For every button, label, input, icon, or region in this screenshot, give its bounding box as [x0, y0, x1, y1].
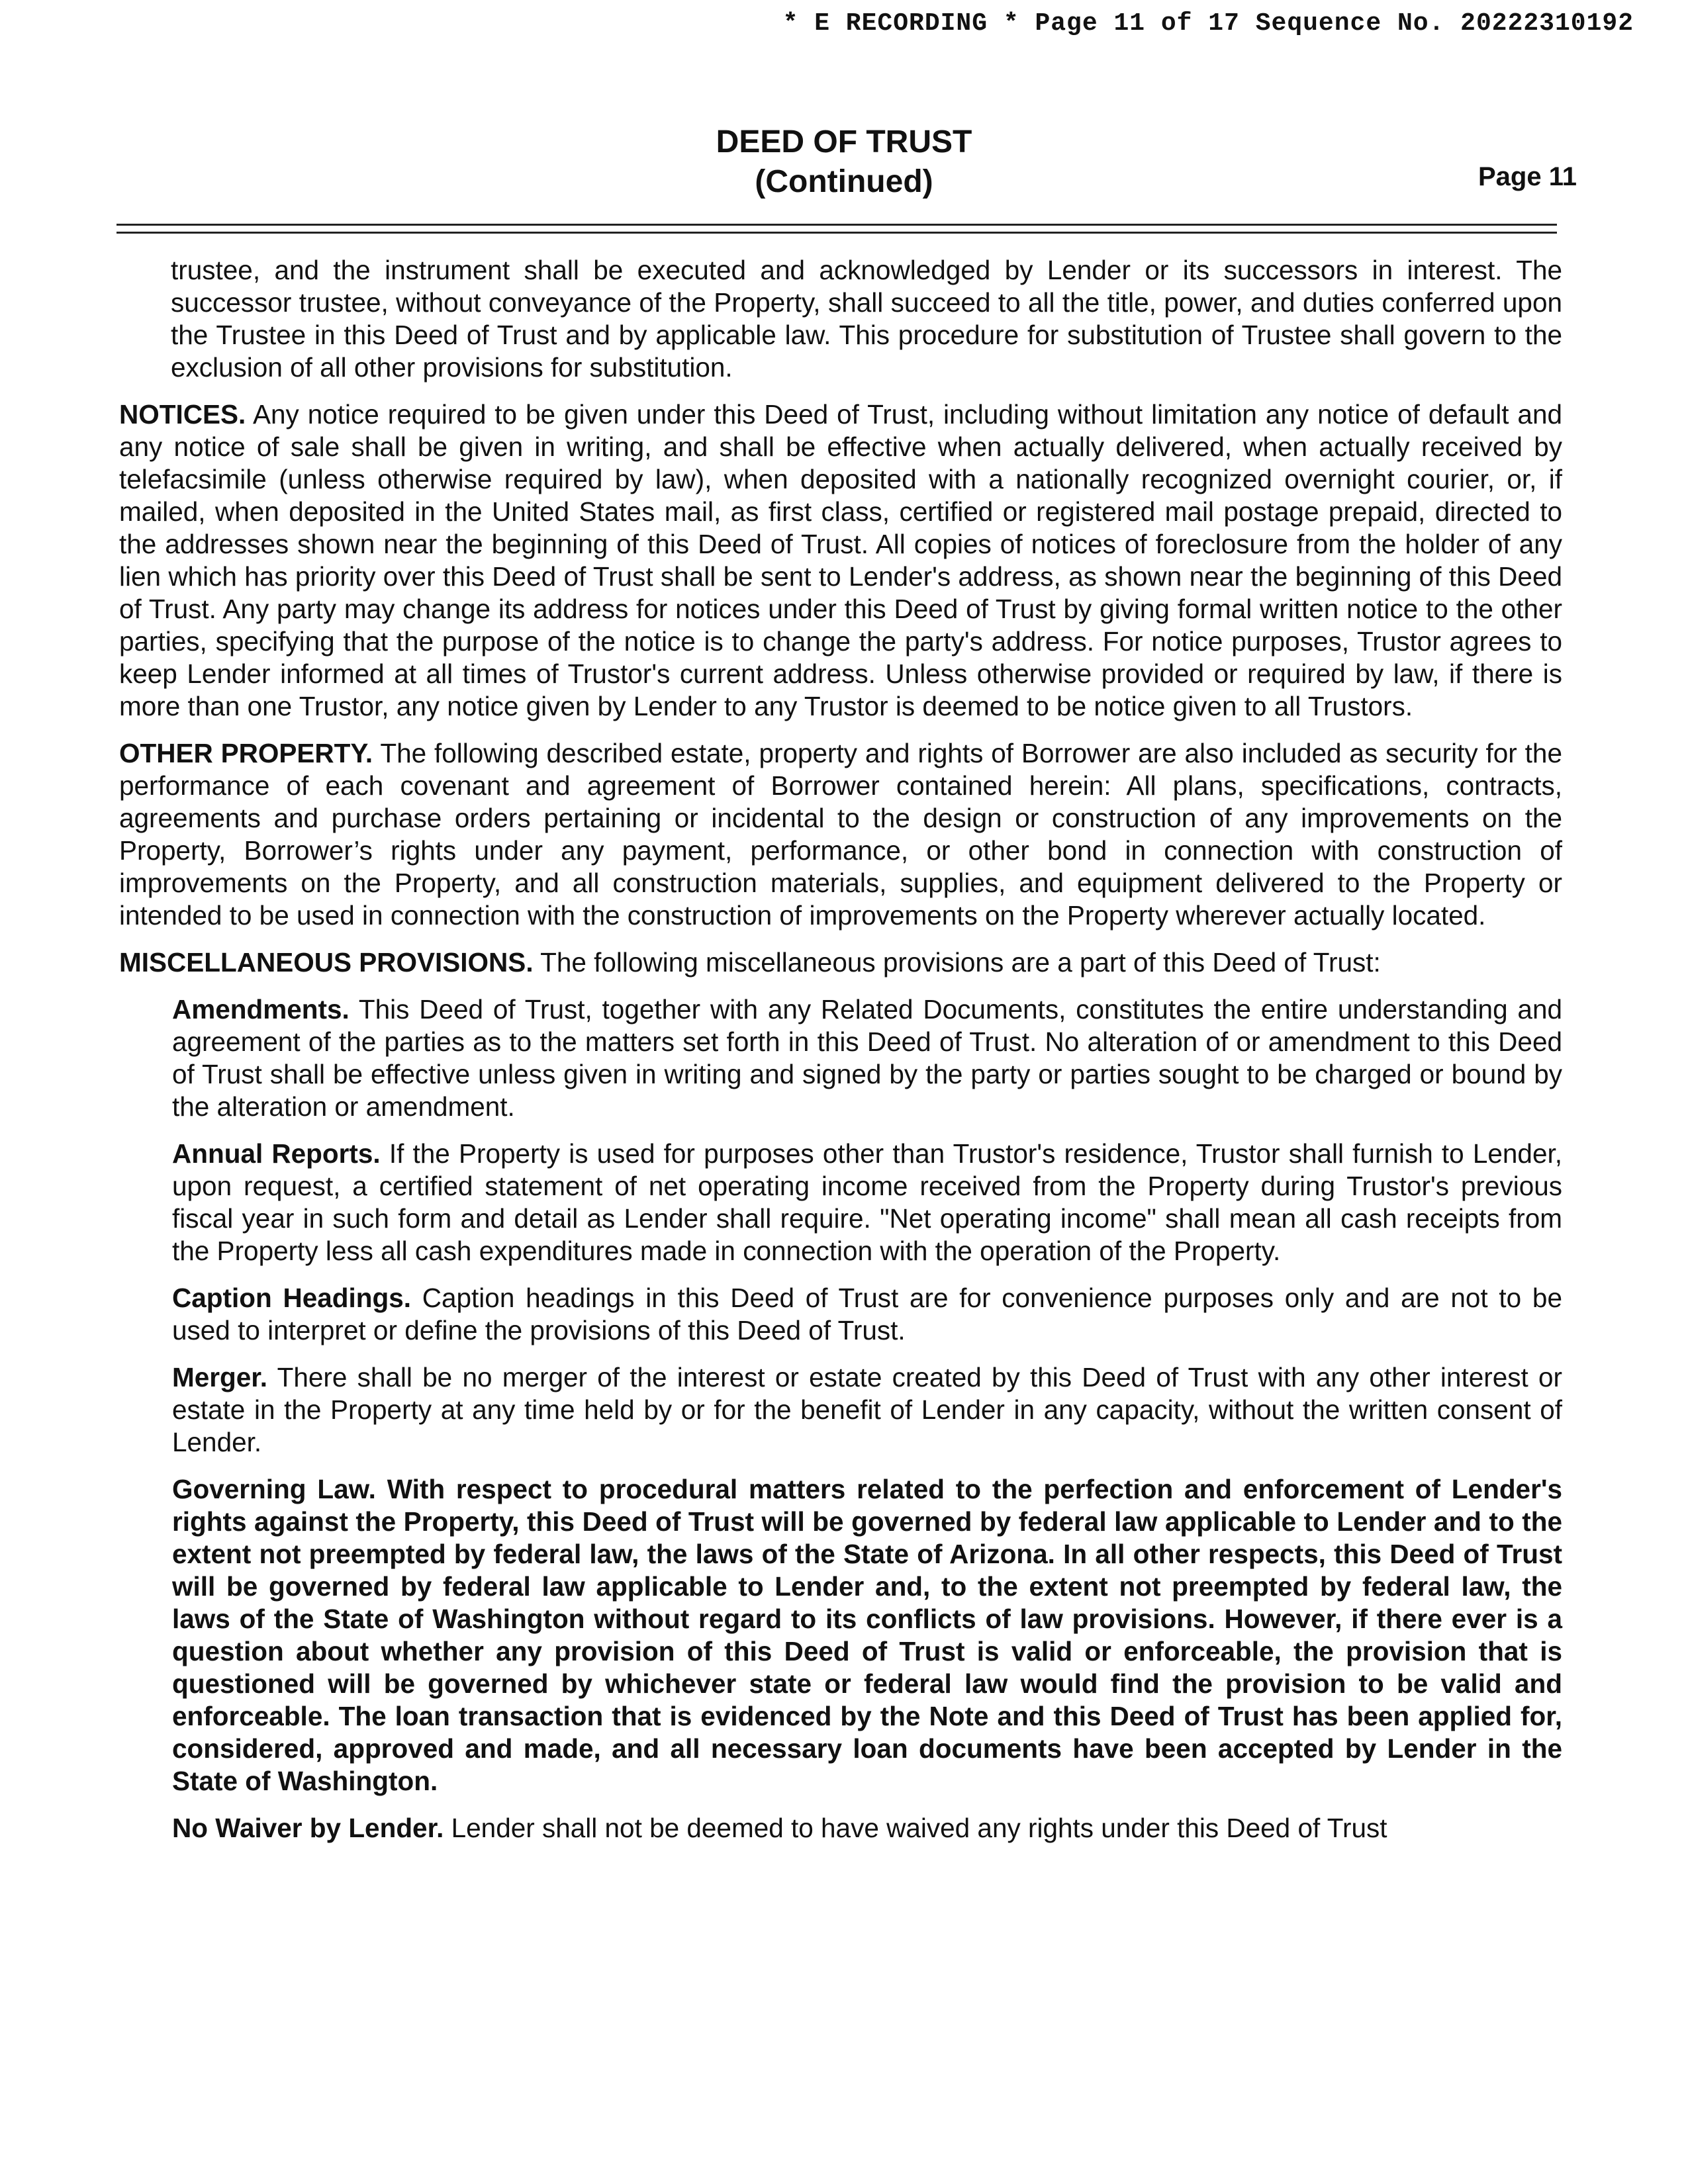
header-divider-bottom: [117, 232, 1557, 234]
other-property-heading: OTHER PROPERTY.: [119, 738, 373, 768]
other-property-text: The following described estate, property and rights of Borrower are also included as security for the performance of each covenant and agreement of Borrower contained herein: All plans, specifications, contracts, agreements and purchase orders pertaining or incidental to the design or construction of any improvements on the Property, Borrower’s rights under any payment, performance, or other bond in connection with construction of improvements on the Property, and all construction materials, supplies, and equipment delivered to the Property or intended to be used in connection with the construction of improvements on the Property wherever actually located.: [119, 738, 1562, 931]
caption-headings-heading: Caption Headings.: [172, 1283, 412, 1313]
no-waiver-text: Lender shall not be deemed to have waived any rights under this Deed of Trust: [451, 1813, 1387, 1843]
annual-reports-provision: [119, 1138, 1562, 1267]
governing-law-text: With respect to procedural matters related to the perfection and enforcement of Lender's rights against the Property, this Deed of Trust will be governed by federal law applicable to Lender and to the extent not preempted by federal law, the laws of the State of Arizona. In all other respects, this Deed of Trust will be governed by federal law applicable to Lender and, to the extent not preempted by federal law, the laws of the State of Washington without regard to its conflicts of law provisions. However, if there ever is a question about whether any provision of this Deed of Trust is valid or enforceable, the provision that is questioned will be governed by whichever state or federal law would find the provision to be valid and enforceable. The loan transaction that is evidenced by the Note and this Deed of Trust has been applied for, considered, approved and made, and all necessary loan documents have been accepted by Lender in the State of Washington.: [172, 1474, 1562, 1796]
page-number: Page 11: [1477, 162, 1577, 191]
annual-reports-text: If the Property is used for purposes other than Trustor's residence, Trustor shall furnish to Lender, upon request, a certified statement of net operating income received from the Property during Trustor's previous fiscal year in such form and detail as Lender shall require. "Net operating income" shall mean all cash receipts from the Property less all cash expenditures made in connection with the operation of the Property.: [172, 1138, 1562, 1266]
amendments-heading: Amendments.: [172, 994, 350, 1024]
header-divider-top: [117, 224, 1557, 226]
misc-provisions-text: The following miscellaneous provisions are a part of this Deed of Trust:: [540, 947, 1381, 978]
annual-reports-heading: Annual Reports.: [172, 1138, 381, 1169]
page-subtitle: (Continued): [755, 164, 933, 199]
notices-text: Any notice required to be given under this Deed of Trust, including without limitation any notice of default and any notice of sale shall be given in writing, and shall be effective when actually delivered, when actually received by telefacsimile (unless otherwise required by law), when deposited with a nationally recognized overnight courier, or, if mailed, when deposited in the United States mail, as first class, certified or registered mail postage prepaid, directed to the addresses shown near the beginning of this Deed of Trust. All copies of notices of foreclosure from the holder of any lien which has priority over this Deed of Trust shall be sent to Lender's address, as shown near the beginning of this Deed of Trust. Any party may change its address for notices under this Deed of Trust by giving formal written notice to the other parties, specifying that the purpose of the notice is to change the party's address. For notice purposes, Trustor agrees to keep Lender informed at all times of Trustor's current address. Unless otherwise provided or required by law, if there is more than one Trustor, any notice given by Lender to any Trustor is deemed to be notice given to all Trustors.: [119, 399, 1562, 721]
page-title: DEED OF TRUST: [716, 124, 972, 159]
no-waiver-provision: [119, 1812, 1562, 1844]
merger-text: There shall be no merger of the interest or estate created by this Deed of Trust with any other interest or estate in the Property at any time held by or for the benefit of Lender in any capacity, without the written consent of Lender.: [172, 1362, 1562, 1457]
trustee-continued-text: trustee, and the instrument shall be executed and acknowledged by Lender or its successors in interest. The successor trustee, without conveyance of the Property, shall succeed to all the title, power, and duties conferred upon the Trustee in this Deed of Trust and by applicable law. This procedure for substitution of Trustee shall govern to the exclusion of all other provisions for substitution.: [171, 255, 1562, 383]
document-title-block: [695, 122, 993, 202]
notices-heading: NOTICES.: [119, 399, 246, 430]
recording-header: * E RECORDING * Page 11 of 17 Sequence No. 20222310192: [782, 9, 1634, 38]
no-waiver-heading: No Waiver by Lender.: [172, 1813, 444, 1843]
trustee-continued-paragraph: [119, 254, 1562, 384]
merger-provision: [119, 1361, 1562, 1459]
amendments-text: This Deed of Trust, together with any Related Documents, constitutes the entire understanding and agreement of the parties as to the matters set forth in this Deed of Trust. No alteration of or amendment to this Deed of Trust shall be effective unless given in writing and signed by the party or parties sought to be charged or bound by the alteration or amendment.: [172, 994, 1562, 1122]
amendments-provision: [119, 993, 1562, 1123]
document-body: [119, 254, 1562, 1859]
caption-headings-text: Caption headings in this Deed of Trust are for convenience purposes only and are not to be used to interpret or define the provisions of this Deed of Trust.: [172, 1283, 1562, 1345]
governing-law-heading: Governing Law.: [172, 1474, 376, 1504]
notices-section: [119, 398, 1562, 723]
governing-law-provision: [119, 1473, 1562, 1797]
misc-provisions-heading: MISCELLANEOUS PROVISIONS.: [119, 947, 534, 978]
misc-provisions-section: [119, 946, 1562, 979]
caption-headings-provision: [119, 1282, 1562, 1347]
merger-heading: Merger.: [172, 1362, 268, 1392]
other-property-section: [119, 737, 1562, 932]
